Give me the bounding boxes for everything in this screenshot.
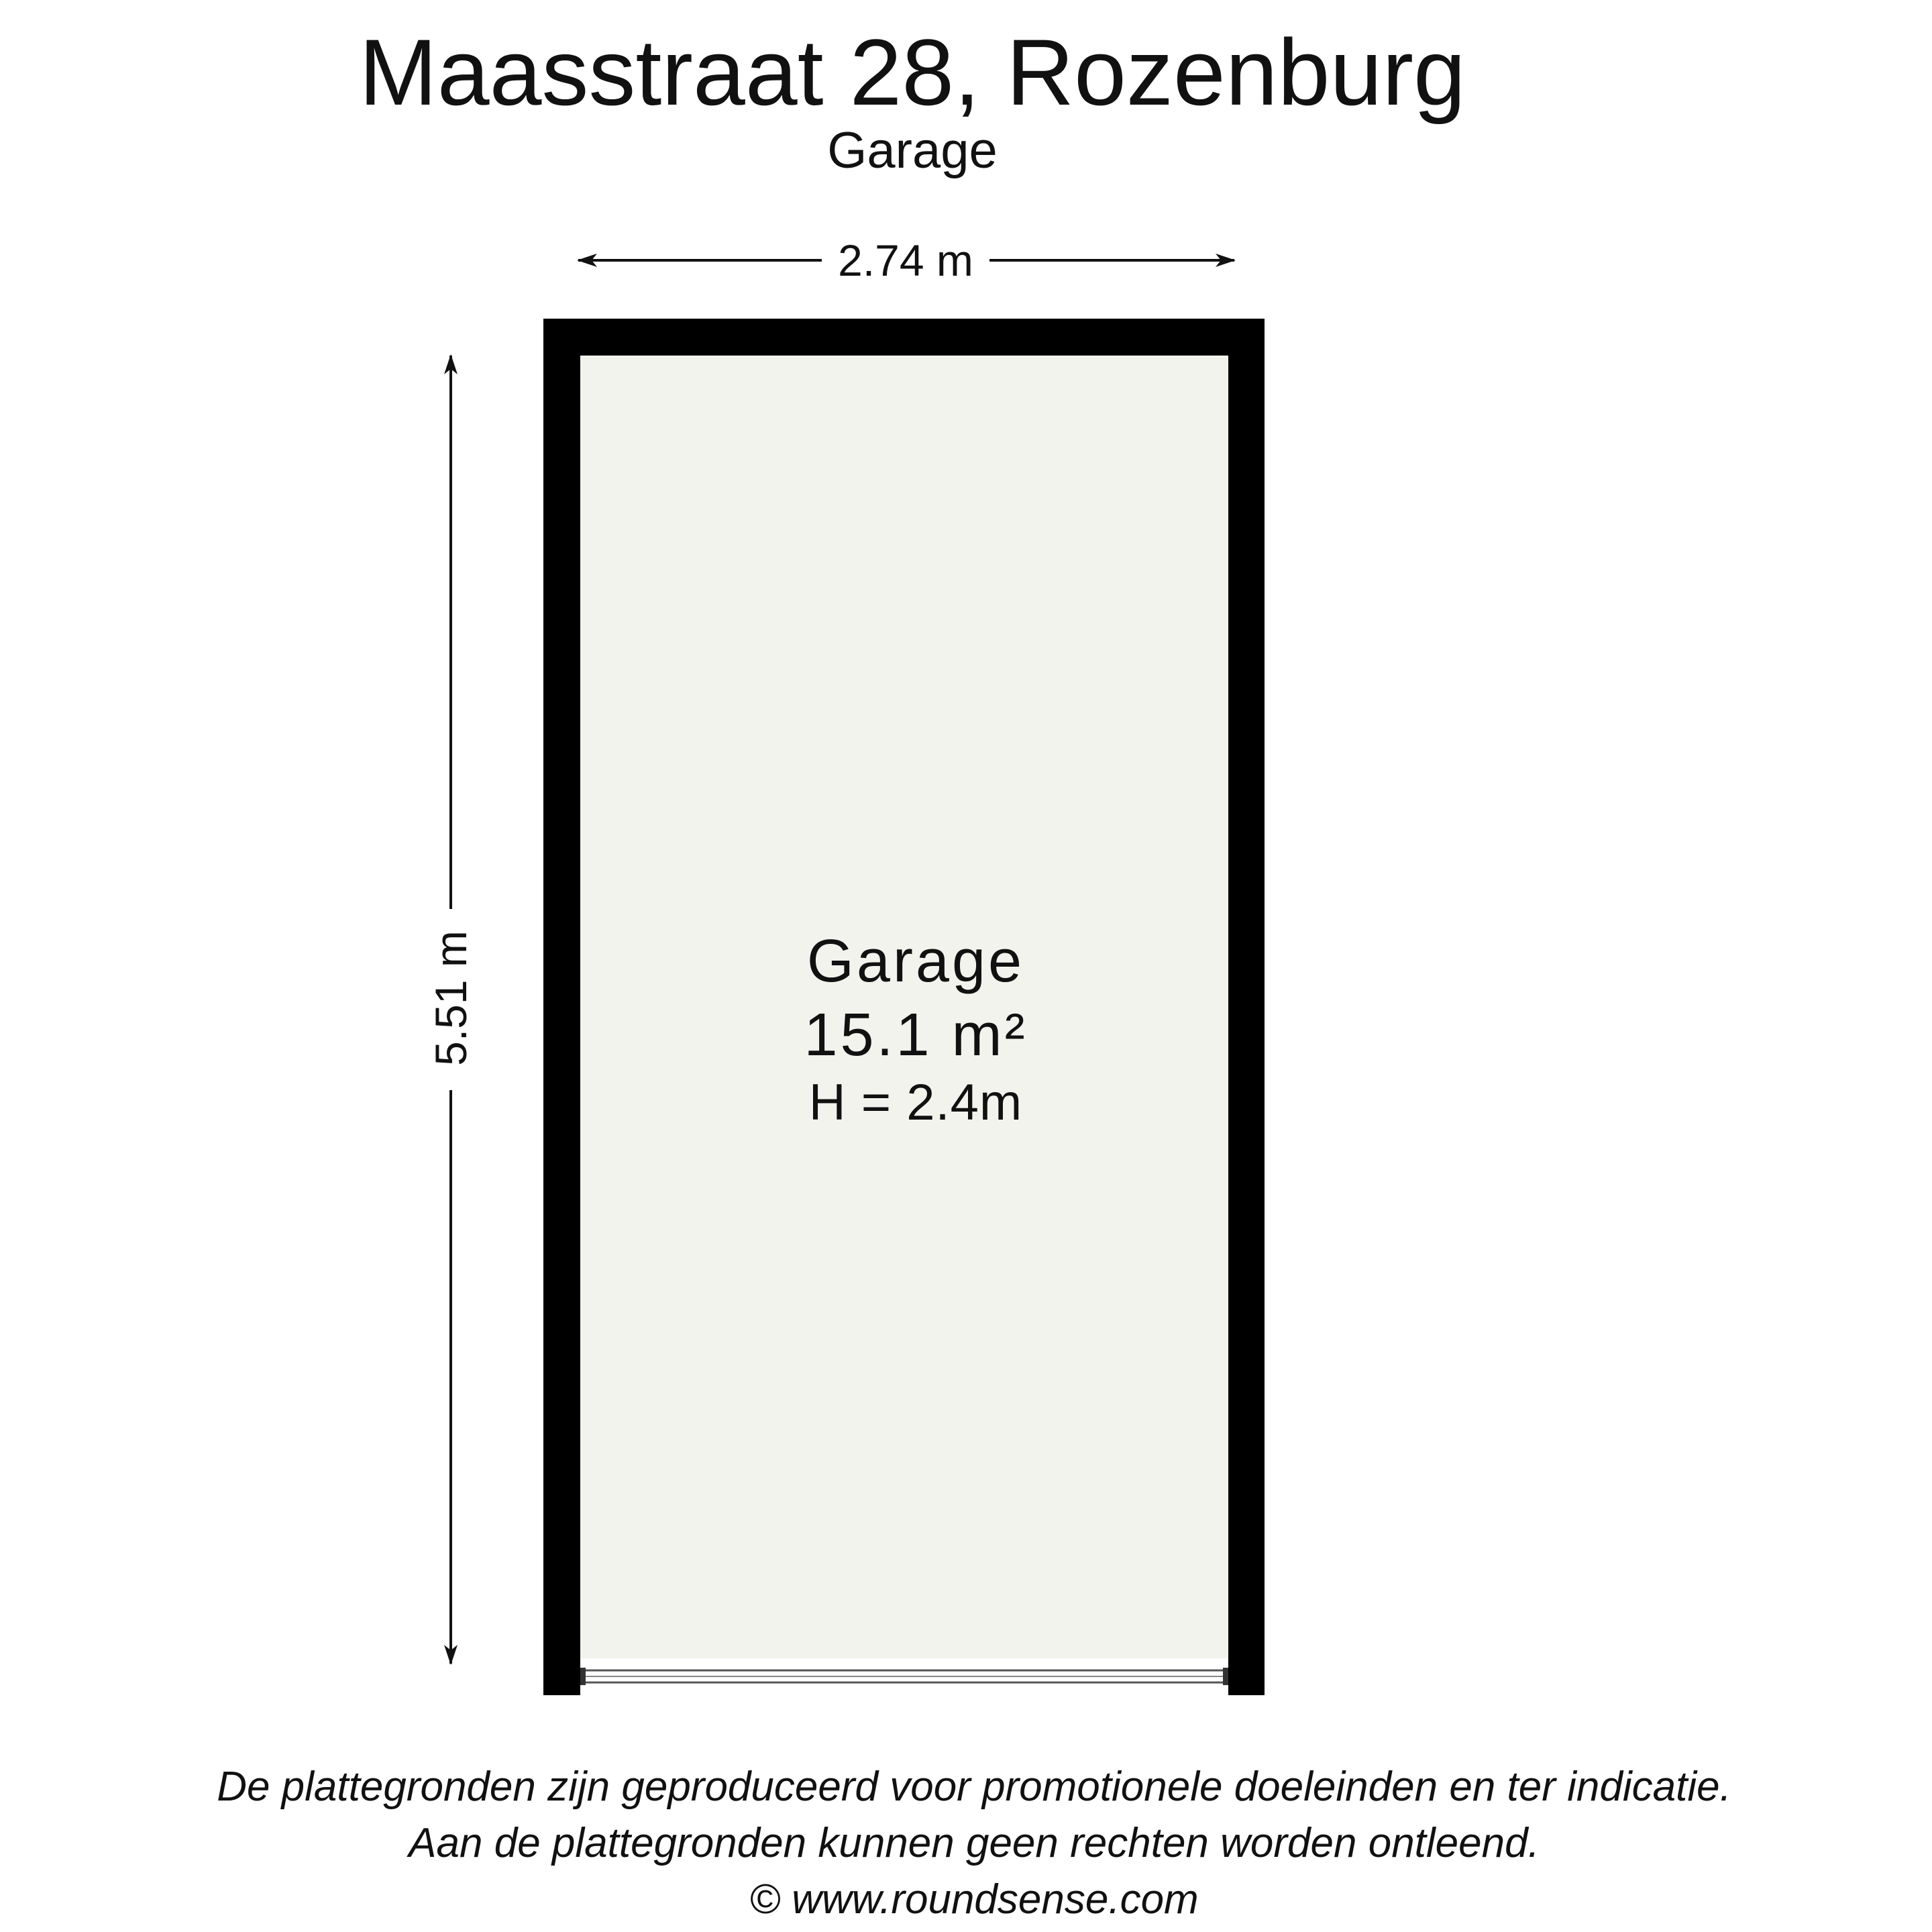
disclaimer-line-1: De plattegronden zijn geproduceerd voor promotionele doeleinden en ter indicatie. <box>217 1764 1731 1810</box>
copyright-link[interactable]: © www.roundsense.com <box>749 1876 1199 1923</box>
room-name: Garage <box>806 928 1025 995</box>
length-dimension-label: 5.51 m <box>424 918 478 1079</box>
room-label <box>580 926 1251 1132</box>
room-area: 15.1 m² <box>804 1002 1028 1069</box>
floor-subtitle: Garage <box>827 122 998 179</box>
garage-door <box>580 1668 1228 1685</box>
disclaimer-line-2: Aan de plattegronden kunnen geen rechten worden ontleend. <box>409 1820 1540 1866</box>
disclaimer <box>0 1759 1932 1928</box>
room-height: H = 2.4m <box>808 1074 1023 1131</box>
width-dimension-label: 2.74 m <box>832 233 979 287</box>
plan-title: Maasstraat 28, Rozenburg <box>359 19 1466 125</box>
